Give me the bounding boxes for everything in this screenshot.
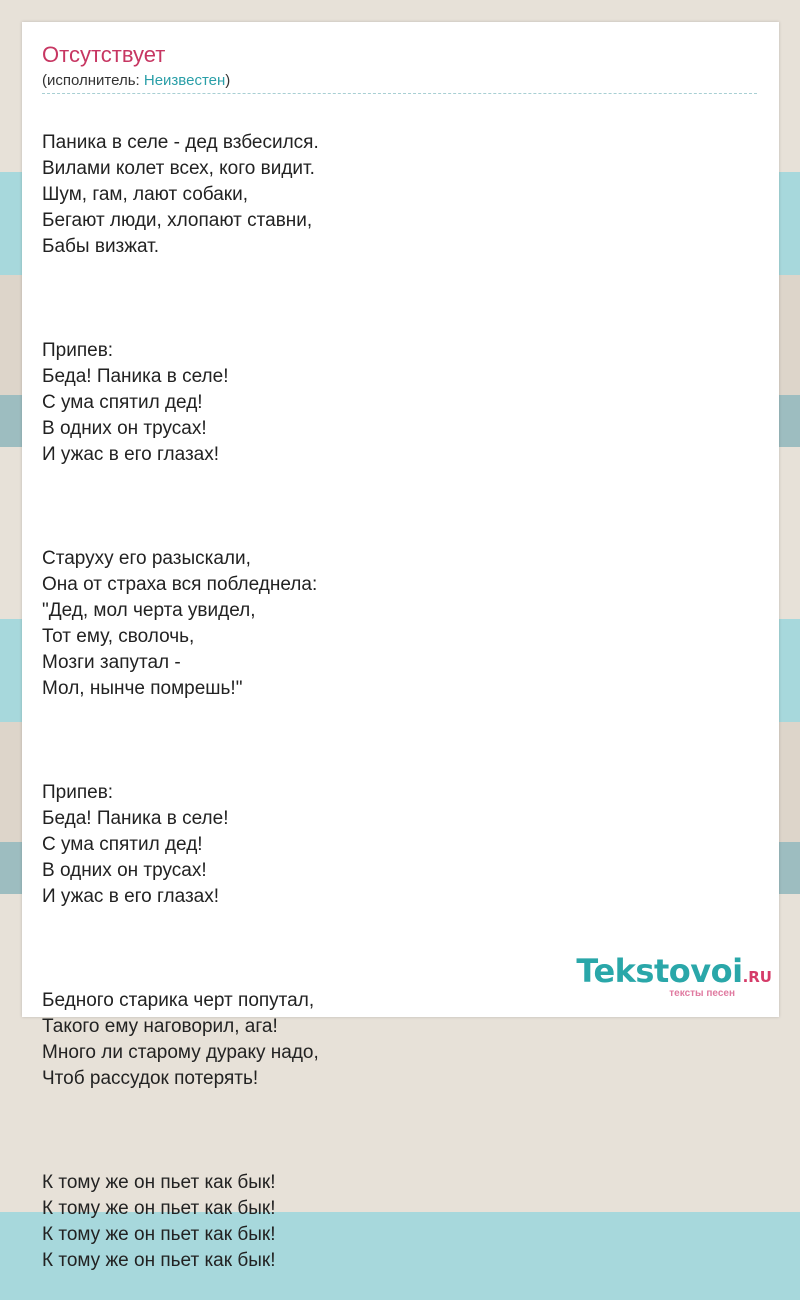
lyrics-verse: Старуху его разыскали, Она от страха вся побледнела: "Дед, мол черта увидел, Тот ему, сволочь, Мозги запутал - Мол, нынче помрешь!" — [42, 548, 318, 699]
site-logo[interactable] — [562, 952, 772, 999]
song-title: Отсутствует — [42, 42, 166, 67]
lyrics-verse: Бедного старика черт попутал, Такого ему наговорил, ага! Много ли старому дураку надо, Чтоб рассудок потерять! — [42, 990, 319, 1089]
artist-line — [42, 72, 230, 89]
lyrics-chorus: Припев: Беда! Паника в селе! С ума спятил дед! В одних он трусах! И ужас в его глазах! — [42, 340, 229, 465]
logo-name: Tekstovoi — [576, 952, 743, 990]
lyrics-verse: Паника в селе - дед взбесился. Вилами колет всех, кого видит. Шум, гам, лают собаки, Бегают люди, хлопают ставни, Бабы визжат. — [42, 132, 319, 257]
artist-prefix: (исполнитель: — [42, 72, 144, 89]
lyrics-text — [42, 104, 742, 1300]
dashed-divider — [42, 93, 757, 94]
logo-tagline: тексты песен — [669, 988, 735, 999]
lyrics-card — [22, 22, 779, 1271]
artist-link[interactable]: Неизвестен — [143, 72, 226, 89]
lyrics-verse: К тому же он пьет как бык! К тому же он пьет как бык! К тому же он пьет как бык! К тому же он пьет как бык! — [42, 1172, 276, 1271]
lyrics-chorus: Припев: Беда! Паника в селе! С ума спятил дед! В одних он трусах! И ужас в его глазах! — [42, 782, 229, 907]
logo-domain: .RU — [742, 968, 772, 986]
artist-suffix: ) — [225, 72, 231, 89]
